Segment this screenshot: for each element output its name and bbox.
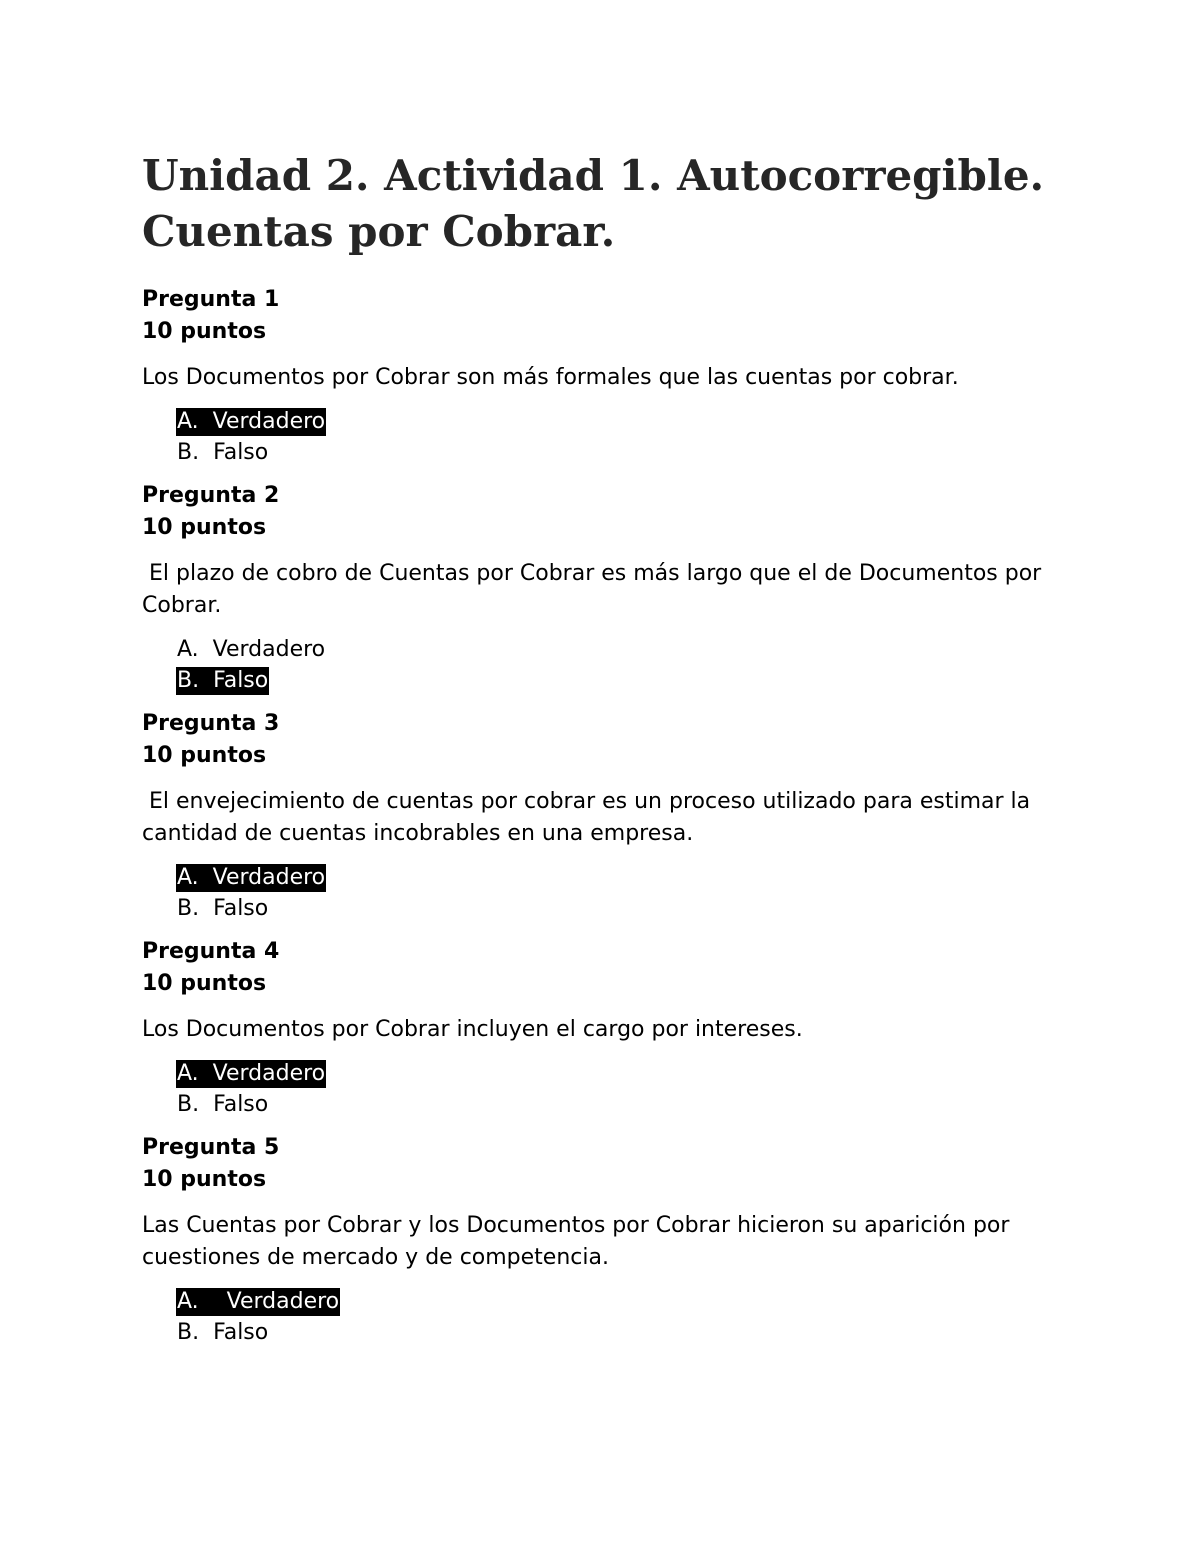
question-label: Pregunta 2: [142, 483, 280, 508]
question-points: 10 puntos: [142, 971, 267, 996]
answer-option-a[interactable]: [176, 634, 1072, 665]
answer-option-b[interactable]: [176, 437, 1072, 468]
answer-option-label: B. Falso: [177, 1092, 269, 1117]
answer-option-b[interactable]: [176, 665, 1072, 696]
answer-option-label: B. Falso: [177, 668, 269, 693]
question-text: El envejecimiento de cuentas por cobrar es un proceso utilizado para estimar la cantidad de cuentas incobrables en una empresa.: [142, 789, 1038, 846]
answer-options: [176, 406, 1072, 468]
question-text: Los Documentos por Cobrar incluyen el cargo por intereses.: [142, 1017, 803, 1042]
answer-option-label: A. Verdadero: [177, 1061, 326, 1086]
question-label: Pregunta 1: [142, 287, 280, 312]
answer-option-label: A. Verdadero: [177, 409, 326, 434]
answer-options: [176, 862, 1072, 924]
question-1: [142, 284, 1072, 468]
question-3: [142, 708, 1072, 924]
question-points: 10 puntos: [142, 1167, 267, 1192]
answer-option-b[interactable]: [176, 1089, 1072, 1120]
answer-option-b[interactable]: [176, 1317, 1072, 1348]
question-points: 10 puntos: [142, 319, 267, 344]
answer-option-label: A. Verdadero: [177, 865, 326, 890]
document-title: [142, 148, 1072, 260]
answer-option-label: A. Verdadero: [177, 1289, 340, 1314]
question-label: Pregunta 4: [142, 939, 280, 964]
title-line-1: Unidad 2. Actividad 1. Autocorregible.: [142, 151, 1045, 200]
question-2: [142, 480, 1072, 696]
answer-option-a[interactable]: [176, 1058, 1072, 1089]
question-label: Pregunta 3: [142, 711, 280, 736]
answer-option-a[interactable]: [176, 406, 1072, 437]
answer-option-label: B. Falso: [177, 440, 269, 465]
answer-option-label: B. Falso: [177, 896, 269, 921]
question-5: [142, 1132, 1072, 1348]
question-points: 10 puntos: [142, 743, 267, 768]
answer-options: [176, 1286, 1072, 1348]
question-points: 10 puntos: [142, 515, 267, 540]
answer-option-label: B. Falso: [177, 1320, 269, 1345]
question-label: Pregunta 5: [142, 1135, 280, 1160]
answer-option-label: A. Verdadero: [177, 637, 326, 662]
answer-option-a[interactable]: [176, 862, 1072, 893]
question-text: Los Documentos por Cobrar son más formales que las cuentas por cobrar.: [142, 365, 959, 390]
answer-option-a[interactable]: [176, 1286, 1072, 1317]
questions-list: [142, 284, 1072, 1348]
title-line-2: Cuentas por Cobrar.: [142, 207, 616, 256]
question-text: El plazo de cobro de Cuentas por Cobrar es más largo que el de Documentos por Cobrar.: [142, 561, 1049, 618]
document-page: [142, 148, 1072, 1360]
answer-options: [176, 1058, 1072, 1120]
answer-option-b[interactable]: [176, 893, 1072, 924]
question-4: [142, 936, 1072, 1120]
answer-options: [176, 634, 1072, 696]
question-text: Las Cuentas por Cobrar y los Documentos por Cobrar hicieron su aparición por cuestiones de mercado y de competencia.: [142, 1213, 1017, 1270]
